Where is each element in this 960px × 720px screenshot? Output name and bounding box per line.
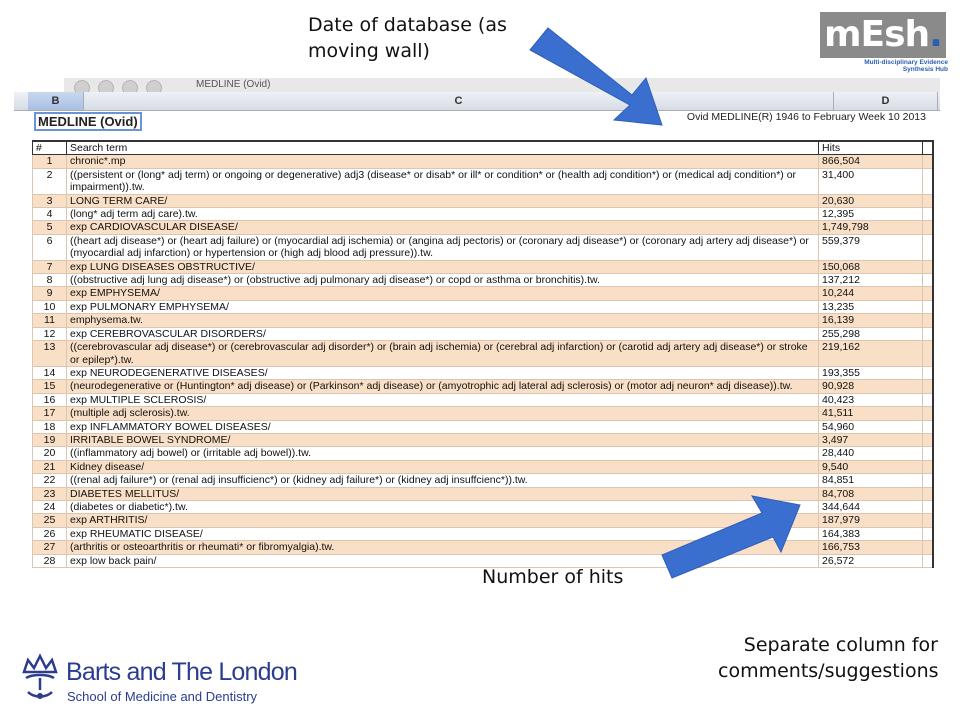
column-header-c[interactable]: C (84, 92, 834, 110)
row-number-cell[interactable]: 20 (33, 447, 67, 460)
search-term-cell[interactable]: (multiple adj sclerosis).tw. (67, 407, 819, 420)
row-number-cell[interactable]: 12 (33, 327, 67, 340)
row-number-cell[interactable]: 17 (33, 407, 67, 420)
barts-name: Barts and The London (66, 658, 297, 686)
column-header-d[interactable]: D (834, 92, 938, 110)
hits-cell[interactable]: 54,960 (819, 420, 923, 433)
search-term-cell[interactable]: exp low back pain/ (67, 554, 819, 567)
row-number-cell[interactable]: 27 (33, 541, 67, 554)
row-number-cell[interactable]: 3 (33, 194, 67, 207)
hits-cell[interactable]: 3,497 (819, 433, 923, 446)
hits-cell[interactable]: 41,511 (819, 407, 923, 420)
search-term-cell[interactable]: Kidney disease/ (67, 460, 819, 473)
mesh-subtitle-1: Multi-disciplinary Evidence (864, 59, 948, 66)
row-number-cell[interactable]: 8 (33, 274, 67, 287)
hits-cell[interactable]: 344,644 (819, 500, 923, 513)
search-term-cell[interactable]: exp PULMONARY EMPHYSEMA/ (67, 300, 819, 313)
hits-cell[interactable]: 150,068 (819, 260, 923, 273)
search-term-cell[interactable]: exp EMPHYSEMA/ (67, 287, 819, 300)
search-term-cell[interactable]: ((inflammatory adj bowel) or (irritable adj bowel)).tw. (67, 447, 819, 460)
row-number-cell[interactable]: 18 (33, 420, 67, 433)
callout-date-of-database: Date of database (as moving wall) (308, 14, 507, 62)
hits-cell[interactable]: 559,379 (819, 234, 923, 260)
hits-cell[interactable]: 40,423 (819, 393, 923, 406)
search-term-cell[interactable]: exp INFLAMMATORY BOWEL DISEASES/ (67, 420, 819, 433)
hits-cell[interactable]: 20,630 (819, 194, 923, 207)
callout-separate-column-text: Separate column for comments/suggestions (718, 634, 939, 682)
search-term-cell[interactable]: exp MULTIPLE SCLEROSIS/ (67, 393, 819, 406)
hits-cell[interactable]: 166,753 (819, 541, 923, 554)
search-term-cell[interactable]: ((renal adj failure*) or (renal adj insufficienc*) or (kidney adj failure*) or (kidney adj insuffcienc*)).tw. (67, 474, 819, 487)
row-number-cell[interactable]: 28 (33, 554, 67, 567)
row-number-cell[interactable]: 6 (33, 234, 67, 260)
sheet-title-cell[interactable]: MEDLINE (Ovid) (34, 112, 142, 131)
search-term-cell[interactable]: ((persistent or (long* adj term) or ongoing or degenerative) adj3 (disease* or disab* or ill* or condition* or (health adj condition*) or (medical adj condition*) or impairment)).tw. (67, 168, 819, 194)
barts-school: School of Medicine and Dentistry (67, 689, 258, 704)
search-term-cell[interactable]: exp NEURODEGENERATIVE DISEASES/ (67, 366, 819, 379)
row-number-cell[interactable]: 10 (33, 300, 67, 313)
search-term-cell[interactable]: ((cerebrovascular adj disease*) or (cerebrovascular adj disorder*) or (brain adj ischemia) or (cerebral adj infarction) or (carotid adj artery adj disease*) or stroke or epilep*).tw. (67, 341, 819, 367)
search-term-cell[interactable]: IRRITABLE BOWEL SYNDROME/ (67, 433, 819, 446)
row-number-cell[interactable]: 25 (33, 514, 67, 527)
search-term-cell[interactable]: (arthritis or osteoarthritis or rheumati* or fibromyalgia).tw. (67, 541, 819, 554)
mesh-dot: . (929, 14, 942, 55)
row-number-cell[interactable]: 9 (33, 287, 67, 300)
hits-cell[interactable]: 137,212 (819, 274, 923, 287)
search-term-cell[interactable]: (long* adj term adj care).tw. (67, 208, 819, 221)
barts-logo (18, 652, 318, 712)
hits-cell[interactable]: 193,355 (819, 366, 923, 379)
row-number-cell[interactable]: 21 (33, 460, 67, 473)
hits-cell[interactable]: 26,572 (819, 554, 923, 567)
hits-cell[interactable]: 84,851 (819, 474, 923, 487)
hits-cell[interactable]: 84,708 (819, 487, 923, 500)
row-number-cell[interactable]: 5 (33, 221, 67, 234)
hits-cell[interactable]: 866,504 (819, 155, 923, 168)
hits-cell[interactable]: 12,395 (819, 208, 923, 221)
row-number-cell[interactable]: 16 (33, 393, 67, 406)
search-term-cell[interactable]: ((obstructive adj lung adj disease*) or (obstructive adj pulmonary adj disease*) or copd or asthma or bronchitis).tw. (67, 274, 819, 287)
search-term-cell[interactable]: ((heart adj disease*) or (heart adj failure) or (myocardial adj ischemia) or (angina adj pectoris) or (coronary adj disease*) or (coronary adj artery adj disease*) or (myocardial adj infarction) or hypertension or (high adj blood adj pressure)).tw. (67, 234, 819, 260)
blue-arrow-icon (530, 28, 662, 125)
blue-arrow-icon (662, 496, 800, 578)
search-term-cell[interactable]: exp RHEUMATIC DISEASE/ (67, 527, 819, 540)
search-term-cell[interactable]: emphysema.tw. (67, 314, 819, 327)
hits-cell[interactable]: 28,440 (819, 447, 923, 460)
row-number-cell[interactable]: 26 (33, 527, 67, 540)
row-number-cell[interactable]: 4 (33, 208, 67, 221)
row-number-cell[interactable]: 14 (33, 366, 67, 379)
header-search-term[interactable]: Search term (67, 141, 819, 155)
database-date-cell[interactable]: Ovid MEDLINE(R) 1946 to February Week 10 2013 (686, 111, 926, 123)
row-number-cell[interactable]: 22 (33, 474, 67, 487)
row-number-cell[interactable]: 15 (33, 380, 67, 393)
row-number-cell[interactable]: 1 (33, 155, 67, 168)
header-hits[interactable]: Hits (819, 141, 923, 155)
callout-number-of-hits: Number of hits (482, 566, 624, 588)
hits-cell[interactable]: 31,400 (819, 168, 923, 194)
header-number[interactable]: # (33, 141, 67, 155)
mesh-word-text: mEsh (824, 14, 930, 55)
hits-cell[interactable]: 16,139 (819, 314, 923, 327)
hits-cell[interactable]: 90,928 (819, 380, 923, 393)
row-number-cell[interactable]: 19 (33, 433, 67, 446)
search-term-cell[interactable]: LONG TERM CARE/ (67, 194, 819, 207)
search-term-cell[interactable]: exp LUNG DISEASES OBSTRUCTIVE/ (67, 260, 819, 273)
search-term-cell[interactable]: exp ARTHRITIS/ (67, 514, 819, 527)
search-term-cell[interactable]: exp CARDIOVASCULAR DISEASE/ (67, 221, 819, 234)
hits-cell[interactable]: 164,383 (819, 527, 923, 540)
row-number-cell[interactable]: 2 (33, 168, 67, 194)
search-term-cell[interactable]: DIABETES MELLITUS/ (67, 487, 819, 500)
mesh-subtitle-2: Synthesis Hub (902, 66, 948, 73)
row-number-cell[interactable]: 7 (33, 260, 67, 273)
hits-cell[interactable]: 1,749,798 (819, 221, 923, 234)
column-header-b[interactable]: B (28, 92, 84, 110)
search-term-cell[interactable]: (neurodegenerative or (Huntington* adj disease) or (Parkinson* adj disease) or (amyotrophic adj lateral adj sclerosis) or (motor adj neuron* adj disease)).tw. (67, 380, 819, 393)
search-term-cell[interactable]: chronic*.mp (67, 155, 819, 168)
hits-cell[interactable]: 219,162 (819, 341, 923, 367)
crown-crest-icon (18, 652, 62, 702)
hits-cell[interactable]: 9,540 (819, 460, 923, 473)
hits-cell[interactable]: 10,244 (819, 287, 923, 300)
hits-cell[interactable]: 255,298 (819, 327, 923, 340)
search-term-cell[interactable]: exp CEREBROVASCULAR DISORDERS/ (67, 327, 819, 340)
row-number-cell[interactable]: 23 (33, 487, 67, 500)
row-number-cell[interactable]: 13 (33, 341, 67, 367)
row-number-cell[interactable]: 24 (33, 500, 67, 513)
toolbar-text: MEDLINE (Ovid) (196, 79, 271, 90)
hits-cell[interactable]: 187,979 (819, 514, 923, 527)
row-number-cell[interactable]: 11 (33, 314, 67, 327)
search-term-cell[interactable]: (diabetes or diabetic*).tw. (67, 500, 819, 513)
hits-cell[interactable]: 13,235 (819, 300, 923, 313)
